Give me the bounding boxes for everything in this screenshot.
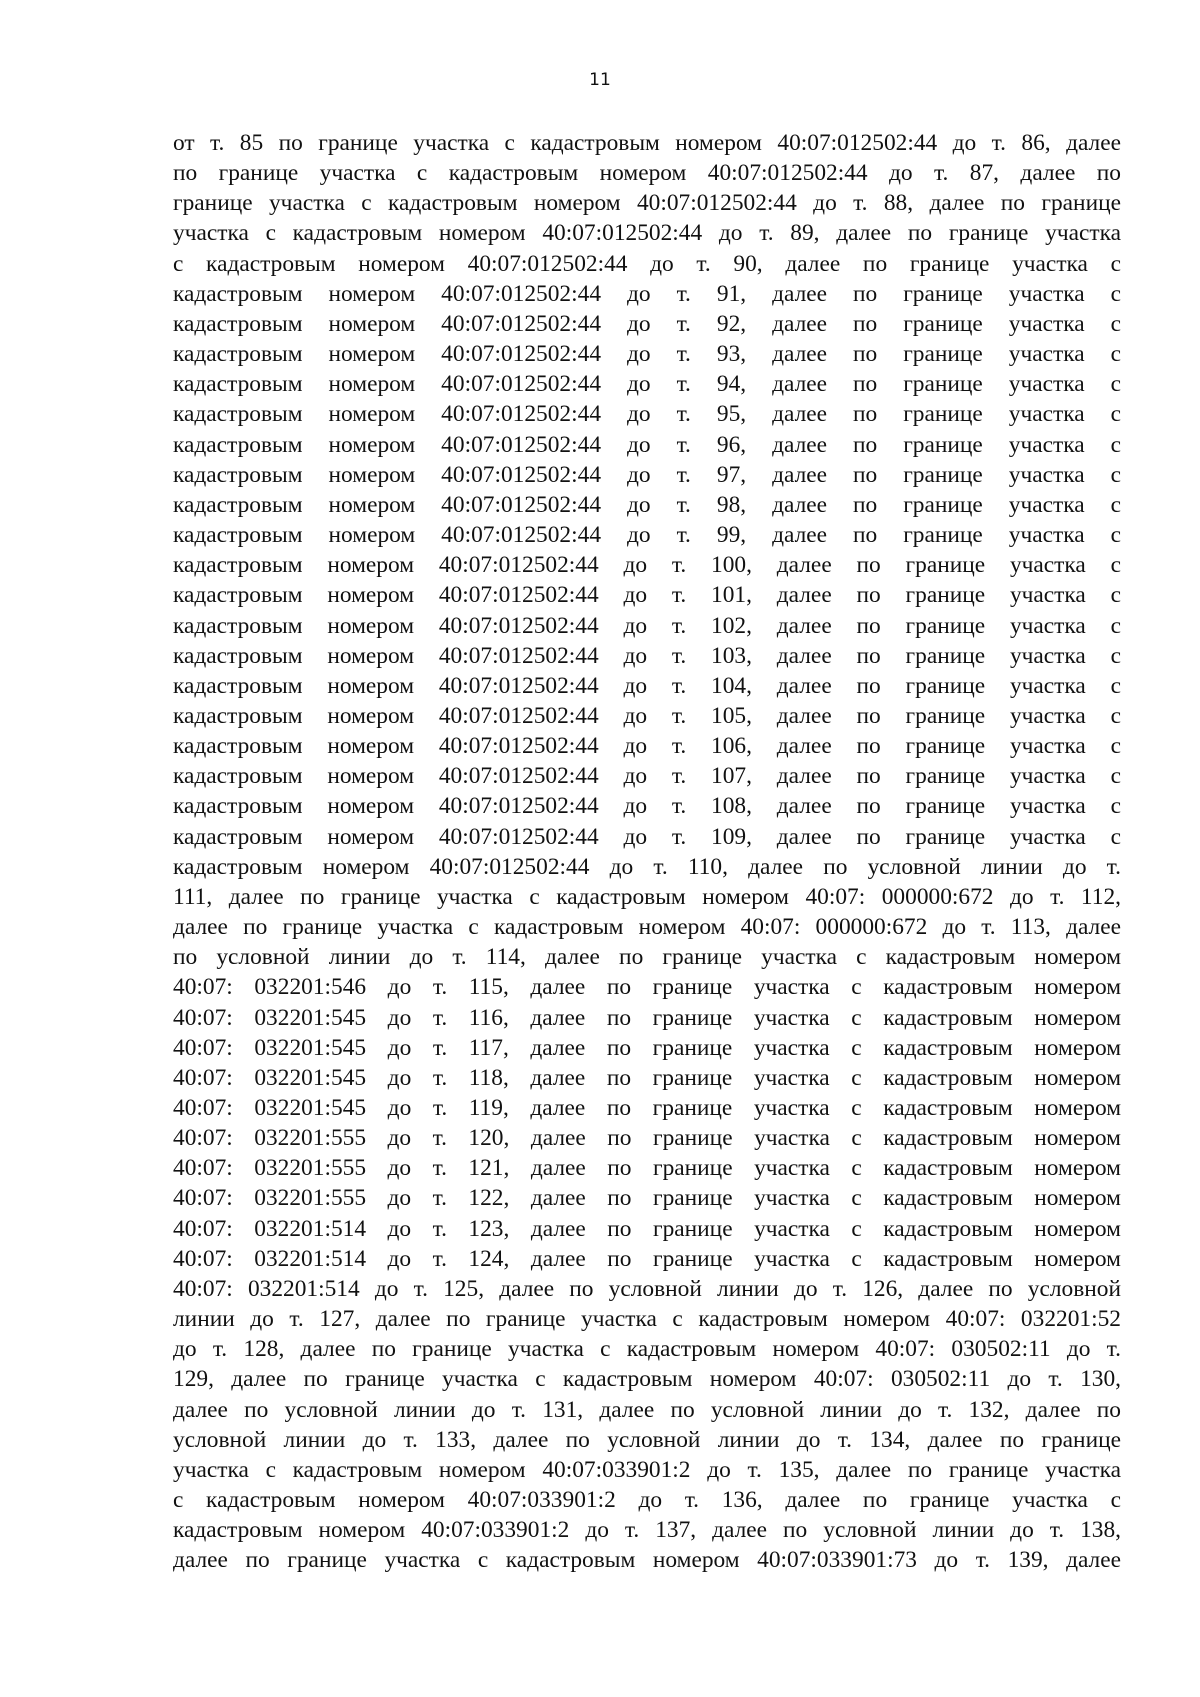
text-line: линии до т. 127, далее по границе участка с кадастровым номером 40:07: 032201:52 xyxy=(173,1306,1121,1333)
text-line: участка с кадастровым номером 40:07:033901:2 до т. 135, далее по границе участка xyxy=(173,1456,1121,1483)
text-line: кадастровым номером 40:07:012502:44 до т. 109, далее по границе участка с xyxy=(173,823,1121,850)
text-line: 40:07: 032201:555 до т. 120, далее по границе участка с кадастровым номером xyxy=(173,1125,1121,1152)
text-line: кадастровым номером 40:07:012502:44 до т. 104, далее по границе участка с xyxy=(173,672,1121,699)
text-line: 40:07: 032201:514 до т. 125, далее по условной линии до т. 126, далее по условной xyxy=(173,1275,1121,1302)
text-line: кадастровым номером 40:07:012502:44 до т. 93, далее по границе участка с xyxy=(173,341,1121,368)
text-line: 40:07: 032201:514 до т. 124, далее по границе участка с кадастровым номером xyxy=(173,1245,1121,1272)
text-line: 111, далее по границе участка с кадастровым номером 40:07: 000000:672 до т. 112, xyxy=(173,883,1121,910)
text-line: по границе участка с кадастровым номером 40:07:012502:44 до т. 87, далее по xyxy=(173,160,1121,187)
text-line: 40:07: 032201:545 до т. 119, далее по границе участка с кадастровым номером xyxy=(173,1095,1121,1121)
text-line: условной линии до т. 133, далее по условной линии до т. 134, далее по границе xyxy=(173,1426,1121,1453)
text-line: участка с кадастровым номером 40:07:012502:44 до т. 89, далее по границе участка xyxy=(173,220,1121,247)
text-line: кадастровым номером 40:07:012502:44 до т. 101, далее по границе участка с xyxy=(173,582,1121,609)
text-line: кадастровым номером 40:07:012502:44 до т. 98, далее по границе участка с xyxy=(173,491,1121,518)
text-line: кадастровым номером 40:07:012502:44 до т. 91, далее по границе участка с xyxy=(173,280,1121,307)
text-line: далее по границе участка с кадастровым номером 40:07:033901:73 до т. 139, далее xyxy=(173,1547,1121,1574)
text-line: до т. 128, далее по границе участка с кадастровым номером 40:07: 030502:11 до т. xyxy=(173,1336,1121,1363)
text-line: кадастровым номером 40:07:012502:44 до т. 95, далее по границе участка с xyxy=(173,401,1121,428)
text-line: 40:07: 032201:555 до т. 122, далее по границе участка с кадастровым номером xyxy=(173,1185,1121,1212)
text-line: далее по границе участка с кадастровым номером 40:07: 000000:672 до т. 113, далее xyxy=(173,914,1121,941)
text-line: по условной линии до т. 114, далее по границе участка с кадастровым номером xyxy=(173,944,1121,971)
text-line: от т. 85 по границе участка с кадастровым номером 40:07:012502:44 до т. 86, далее xyxy=(173,130,1121,156)
text-line: кадастровым номером 40:07:012502:44 до т. 99, далее по границе участка с xyxy=(173,522,1121,549)
text-line: кадастровым номером 40:07:012502:44 до т. 96, далее по границе участка с xyxy=(173,431,1121,458)
text-line: кадастровым номером 40:07:012502:44 до т. 92, далее по границе участка с xyxy=(173,310,1121,337)
text-line: с кадастровым номером 40:07:033901:2 до т. 136, далее по границе участка с xyxy=(173,1487,1121,1514)
text-line: далее по условной линии до т. 131, далее по условной линии до т. 132, далее по xyxy=(173,1396,1121,1423)
text-line: 40:07: 032201:514 до т. 123, далее по границе участка с кадастровым номером xyxy=(173,1215,1121,1242)
text-line: 40:07: 032201:546 до т. 115, далее по границе участка с кадастровым номером xyxy=(173,974,1121,1001)
text-line: кадастровым номером 40:07:012502:44 до т. 94, далее по границе участка с xyxy=(173,371,1121,398)
text-line: кадастровым номером 40:07:012502:44 до т. 97, далее по границе участка с xyxy=(173,461,1121,488)
text-line: 40:07: 032201:545 до т. 117, далее по границе участка с кадастровым номером xyxy=(173,1034,1121,1061)
text-line: кадастровым номером 40:07:012502:44 до т. 110, далее по условной линии до т. xyxy=(173,853,1121,880)
text-line: кадастровым номером 40:07:033901:2 до т. 137, далее по условной линии до т. 138, xyxy=(173,1517,1121,1544)
text-line: с кадастровым номером 40:07:012502:44 до т. 90, далее по границе участка с xyxy=(173,250,1121,277)
text-line: кадастровым номером 40:07:012502:44 до т. 105, далее по границе участка с xyxy=(173,702,1121,729)
text-line: 129, далее по границе участка с кадастровым номером 40:07: 030502:11 до т. 130, xyxy=(173,1366,1121,1393)
text-line: 40:07: 032201:545 до т. 116, далее по границе участка с кадастровым номером xyxy=(173,1004,1121,1031)
text-line: границе участка с кадастровым номером 40:07:012502:44 до т. 88, далее по границе xyxy=(173,190,1121,217)
text-line: кадастровым номером 40:07:012502:44 до т. 107, далее по границе участка с xyxy=(173,763,1121,790)
text-line: кадастровым номером 40:07:012502:44 до т. 100, далее по границе участка с xyxy=(173,552,1121,579)
body-text xyxy=(173,128,1121,1576)
text-line: 40:07: 032201:545 до т. 118, далее по границе участка с кадастровым номером xyxy=(173,1064,1121,1091)
page-number: 11 xyxy=(589,70,611,90)
text-line: кадастровым номером 40:07:012502:44 до т. 102, далее по границе участка с xyxy=(173,612,1121,639)
text-line: кадастровым номером 40:07:012502:44 до т. 108, далее по границе участка с xyxy=(173,793,1121,820)
text-line: 40:07: 032201:555 до т. 121, далее по границе участка с кадастровым номером xyxy=(173,1155,1121,1182)
text-line: кадастровым номером 40:07:012502:44 до т. 106, далее по границе участка с xyxy=(173,733,1121,760)
text-line: кадастровым номером 40:07:012502:44 до т. 103, далее по границе участка с xyxy=(173,642,1121,669)
